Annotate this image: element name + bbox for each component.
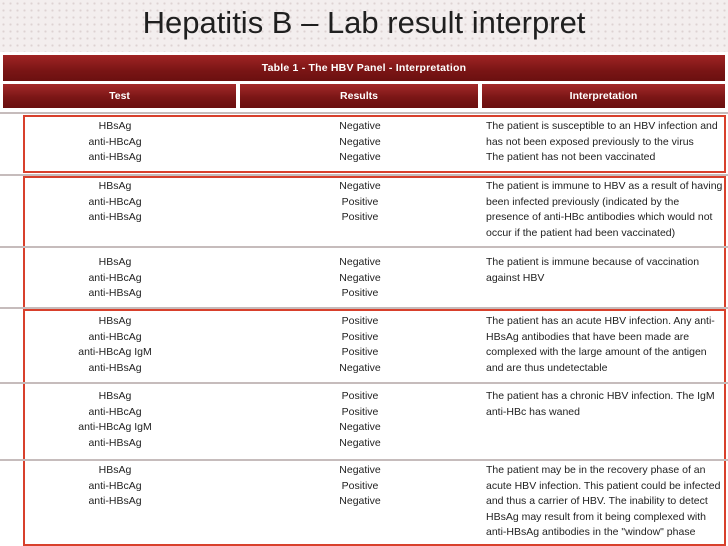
result-value: Positive <box>341 346 379 358</box>
interpretation-line: complexed with the large amount of the antigen <box>486 346 707 358</box>
row-separator <box>0 112 728 114</box>
test-name: HBsAg <box>98 120 132 132</box>
interpretation-cell <box>486 179 723 241</box>
test-name: HBsAg <box>98 390 132 402</box>
row-separator <box>0 174 728 176</box>
test-name: anti-HBcAg <box>88 135 142 148</box>
test-name: HBsAg <box>98 464 132 476</box>
row-separator <box>0 459 728 461</box>
interpretation-line: anti-HBc has waned <box>486 405 580 418</box>
result-value: Positive <box>341 211 379 223</box>
result-value: Negative <box>339 436 381 449</box>
interpretation-line: The patient may be in the recovery phase of an <box>486 464 706 476</box>
header-test: Test <box>3 84 236 108</box>
interpretation-line: The patient has not been vaccinated <box>486 151 656 163</box>
result-value: Negative <box>339 421 381 433</box>
results-cell <box>300 314 420 376</box>
interpretation-cell <box>486 389 720 420</box>
interpretation-line: against HBV <box>486 271 545 284</box>
test-name: anti-HBsAg <box>88 436 142 449</box>
interpretation-cell <box>486 119 720 166</box>
interpretation-line: The patient is immune to HBV as a result of having <box>486 180 723 192</box>
result-value: Positive <box>341 479 379 492</box>
results-cell <box>300 389 420 451</box>
test-name: anti-HBsAg <box>88 287 142 299</box>
test-name: anti-HBsAg <box>88 211 142 223</box>
test-name: HBsAg <box>98 256 132 268</box>
test-name: anti-HBsAg <box>88 361 142 374</box>
result-value: Negative <box>339 180 381 192</box>
interpretation-line: been infected previously (indicated by the <box>486 195 680 208</box>
results-cell <box>300 179 420 226</box>
result-value: Negative <box>339 135 381 148</box>
interpretation-line: The patient has a chronic HBV infection. The IgM <box>486 390 715 402</box>
interpretation-line: occur if the patient had been vaccinated) <box>486 226 676 239</box>
test-cell <box>40 314 190 376</box>
result-value: Positive <box>341 195 379 208</box>
interpretation-line: The patient is immune because of vaccination <box>486 256 700 268</box>
test-name: anti-HBsAg <box>88 151 142 163</box>
test-cell <box>40 179 190 226</box>
interpretation-line: The patient is susceptible to an HBV infection and <box>486 120 718 132</box>
row-separator <box>0 382 728 384</box>
test-name: anti-HBcAg <box>88 479 142 492</box>
test-cell <box>40 255 190 302</box>
test-name: anti-HBcAg IgM <box>78 421 152 433</box>
interpretation-line: The patient has an acute HBV infection. Any anti- <box>486 315 715 327</box>
result-value: Negative <box>339 151 381 163</box>
slide-title: Hepatitis B – Lab result interpret <box>142 5 586 40</box>
results-cell <box>300 463 420 510</box>
test-cell <box>40 463 190 510</box>
result-value: Positive <box>341 315 379 327</box>
test-name: anti-HBsAg <box>88 495 142 507</box>
header-results: Results <box>240 84 478 108</box>
test-name: anti-HBcAg <box>88 195 142 208</box>
result-value: Positive <box>341 390 379 402</box>
interpretation-line: HBsAg may result from it being complexed with <box>486 510 707 523</box>
interpretation-line: has not been exposed previously to the virus <box>486 135 694 148</box>
test-cell <box>40 389 190 451</box>
test-name: anti-HBcAg <box>88 330 142 343</box>
test-name: anti-HBcAg <box>88 405 142 418</box>
result-value: Negative <box>339 271 381 284</box>
test-name: anti-HBcAg IgM <box>78 346 152 358</box>
result-value: Positive <box>341 330 379 343</box>
interpretation-line: anti-HBsAg antibodies in the "window" phase <box>486 526 696 538</box>
results-cell <box>300 255 420 302</box>
result-value: Negative <box>339 464 381 476</box>
result-value: Negative <box>339 361 381 374</box>
result-value: Negative <box>339 120 381 132</box>
interpretation-line: and are thus undetectable <box>486 361 608 374</box>
test-cell <box>40 119 190 166</box>
test-name: HBsAg <box>98 180 132 192</box>
result-value: Negative <box>339 495 381 507</box>
row-separator <box>0 307 728 309</box>
interpretation-cell <box>486 314 720 376</box>
result-value: Positive <box>341 405 379 418</box>
result-value: Negative <box>339 256 381 268</box>
table-caption: Table 1 - The HBV Panel - Interpretation <box>3 55 725 81</box>
interpretation-line: presence of anti-HBc antibodies which would not <box>486 211 713 223</box>
row-separator <box>0 246 728 248</box>
test-name: anti-HBcAg <box>88 271 142 284</box>
result-value: Positive <box>341 287 379 299</box>
interpretation-line: acute HBV infection. This patient could be infected <box>486 479 721 492</box>
interpretation-line: and thus a carrier of HBV. The inability to detect <box>486 495 708 507</box>
results-cell <box>300 119 420 166</box>
header-interpretation: Interpretation <box>482 84 725 108</box>
test-name: HBsAg <box>98 315 132 327</box>
interpretation-line: HBsAg antibodies that have been made are <box>486 330 690 343</box>
interpretation-cell <box>486 255 720 286</box>
interpretation-cell <box>486 463 720 541</box>
